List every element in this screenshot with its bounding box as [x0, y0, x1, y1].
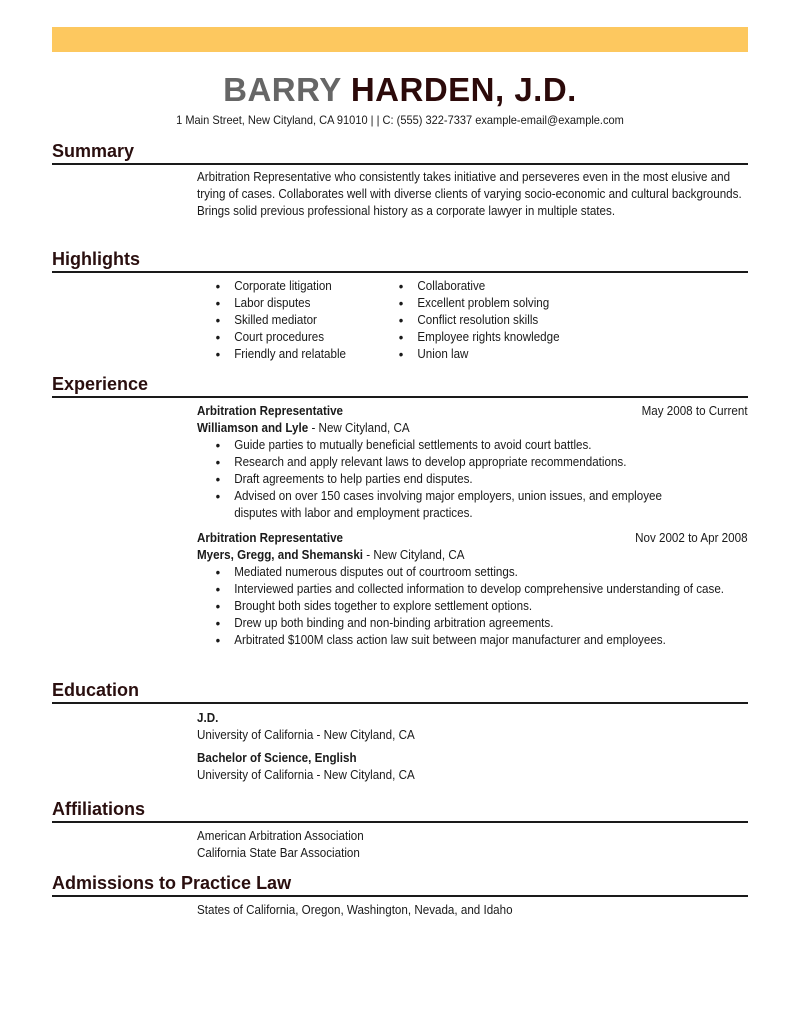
first-name: BARRY	[223, 71, 342, 108]
job-bullet: • Arbitrated $100M class action law suit between major manufacturer and employees.	[216, 632, 751, 649]
job-bullets	[197, 437, 750, 522]
job-entry	[197, 398, 750, 522]
job-bullets	[197, 564, 750, 649]
section-title-highlights: Highlights	[52, 248, 748, 273]
degree: J.D.	[197, 711, 219, 725]
section-title-affiliations: Affiliations	[52, 798, 748, 823]
education-section	[52, 679, 748, 784]
company-name: Myers, Gregg, and Shemanski	[197, 548, 364, 562]
summary-section	[52, 140, 748, 220]
job-title: Arbitration Representative	[197, 404, 343, 418]
section-title-education: Education	[52, 679, 748, 704]
section-title-admissions: Admissions to Practice Law	[52, 872, 748, 897]
highlight-item: • Conflict resolution skills	[399, 312, 560, 329]
highlight-item: • Skilled mediator	[216, 312, 399, 329]
job-bullet: • Interviewed parties and collected information to develop comprehensive understanding of case.	[216, 581, 727, 598]
job-bullet: • Mediated numerous disputes out of courtroom settings.	[216, 564, 751, 581]
header-banner	[52, 27, 748, 52]
job-bullet: • Draft agreements to help parties end disputes.	[216, 471, 751, 488]
school: University of California - New Cityland, CA	[197, 728, 415, 742]
highlight-item: • Court procedures	[216, 329, 399, 346]
highlight-item: • Friendly and relatable	[216, 346, 399, 363]
job-dates: May 2008 to Current	[641, 404, 748, 418]
admissions-section	[52, 872, 748, 919]
affiliations-list	[197, 823, 746, 862]
last-name: HARDEN, J.D.	[350, 71, 577, 108]
section-title-experience: Experience	[52, 373, 748, 398]
summary-text: Arbitration Representative who consistently takes initiative and perseveres even in the most elusive and trying of cases. Collaborates well with diverse clients of varying socio-economic and cultural backgrounds. Brings solid previous professional history as a corporate lawyer in multiple states.	[197, 170, 742, 218]
education-entry	[197, 744, 746, 784]
highlights-section	[52, 248, 748, 363]
job-title: Arbitration Representative	[197, 531, 343, 545]
job-bullet: • Advised on over 150 cases involving major employers, union issues, and employee disputes with labor and employment practices.	[216, 488, 700, 522]
education-entry	[197, 704, 746, 744]
job-employer	[197, 547, 750, 564]
job-dates: Nov 2002 to Apr 2008	[635, 531, 748, 545]
job-bullet: • Brought both sides together to explore settlement options.	[216, 598, 751, 615]
school: University of California - New Cityland, CA	[197, 768, 415, 782]
candidate-name	[0, 68, 800, 112]
job-entry	[197, 522, 750, 649]
job-bullet: • Guide parties to mutually beneficial settlements to avoid court battles.	[216, 437, 751, 454]
admissions-text: States of California, Oregon, Washington, Nevada, and Idaho	[197, 903, 513, 917]
highlight-item: • Collaborative	[399, 278, 560, 295]
contact-info: 1 Main Street, New Cityland, CA 91010 | | C: (555) 322-7337 example-email@example.com	[176, 113, 624, 127]
job-location: - New Cityland, CA	[363, 548, 465, 562]
experience-section	[52, 373, 748, 649]
job-employer	[197, 420, 750, 437]
highlight-item: • Excellent problem solving	[399, 295, 560, 312]
highlights-column-1	[216, 278, 399, 363]
highlight-item: • Labor disputes	[216, 295, 399, 312]
highlight-item: • Employee rights knowledge	[399, 329, 560, 346]
affiliation-item: California State Bar Association	[197, 846, 360, 860]
job-location: - New Cityland, CA	[308, 421, 410, 435]
degree: Bachelor of Science, English	[197, 751, 357, 765]
highlight-item: • Union law	[399, 346, 560, 363]
highlight-item: • Corporate litigation	[216, 278, 399, 295]
affiliations-section	[52, 798, 748, 862]
job-bullet: • Drew up both binding and non-binding arbitration agreements.	[216, 615, 751, 632]
job-bullet: • Research and apply relevant laws to develop appropriate recommendations.	[216, 454, 751, 471]
highlights-column-2	[399, 278, 560, 363]
company-name: Williamson and Lyle	[197, 421, 309, 435]
section-title-summary: Summary	[52, 140, 748, 165]
affiliation-item: American Arbitration Association	[197, 829, 364, 843]
